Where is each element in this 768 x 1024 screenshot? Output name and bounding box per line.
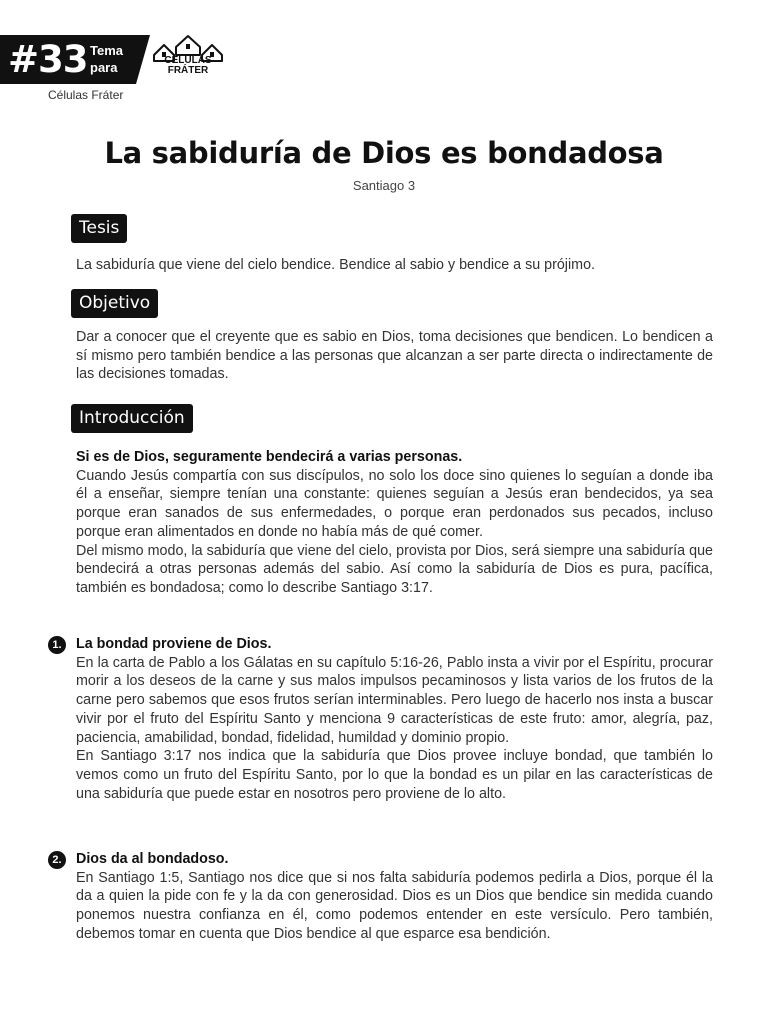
tesis-text: La sabiduría que viene del cielo bendice. Bendice al sabio y bendice a su prójimo. [76, 257, 595, 273]
point-number-2: 2. [48, 851, 66, 869]
point-1-heading: La bondad proviene de Dios. [76, 636, 272, 652]
objetivo-text: Dar a conocer que el creyente que es sabio en Dios, toma decisiones que bendicen. Lo bendicen a sí mismo pero también bendice a las personas que alcanzan a ser parte directa o indirectamente de las decisiones tomadas. [76, 329, 713, 383]
topic-number: #33 [8, 38, 88, 81]
tema-line-2: para [90, 60, 118, 75]
section-tag-introduccion: Introducción [71, 404, 193, 433]
point-1-paragraph-2: En Santiago 3:17 nos indica que la sabiduría que Dios provee incluye bondad, que también lo vemos como un fruto del Espíritu Santo, por lo que la bondad es un pilar en las características de una sabiduría que puede estar en nosotros pero proviene de lo alto. [76, 748, 713, 802]
logo-line-1: CÉLULAS [164, 55, 212, 66]
point-1-paragraph-1: En la carta de Pablo a los Gálatas en su capítulo 5:16-26, Pablo insta a vivir por el Espíritu, procurar morir a los deseos de la carne y sus malos impulsos pecaminosos y lista varios de los frutos de la carne pero sabemos que esos frutos serían interminables. Pero luego de hacerlo nos insta a buscar vivir por el fruto del Espíritu Santo y menciona 9 características de este fruto: amor, alegría, paz, paciencia, amabilidad, bondad, fidelidad, humildad y dominio propio. [76, 654, 713, 746]
logo-line-2: FRÁTER [167, 65, 209, 76]
topic-tema-label [90, 42, 123, 76]
point-2-paragraph-1: En Santiago 1:5, Santiago nos dice que si nos falta sabiduría podemos pedirla a Dios, porque él la da a quien la pide con fe y la da con generosidad. Dios es un Dios que bendice sin medida cuando ponemos nuestra confianza en él, como podemos entender en este versículo. Pero también, debemos tomar en cuenta que Dios bendice al que esparce esa bendición. [76, 869, 713, 942]
introduccion-paragraph-2: Del mismo modo, la sabiduría que viene del cielo, provista por Dios, será siempre una sabiduría que bendecirá a otras personas además del sabio. Así como la sabiduría de Dios es pura, pacífica, también es bondadosa; como lo describe Santiago 3:17. [76, 542, 713, 596]
cells-label: Células Fráter [48, 88, 124, 102]
point-1-body [76, 635, 713, 803]
tema-line-1: Tema [90, 43, 123, 58]
logo-wordmark [150, 56, 226, 76]
page-title: La sabiduría de Dios es bondadosa [104, 136, 664, 170]
section-tag-tesis: Tesis [71, 214, 127, 243]
point-2-body [76, 850, 713, 944]
point-number-1: 1. [48, 636, 66, 654]
point-2-heading: Dios da al bondadoso. [76, 851, 229, 867]
page-subtitle: Santiago 3 [352, 178, 416, 193]
introduccion-body [76, 448, 713, 598]
section-tag-objetivo: Objetivo [71, 289, 158, 318]
introduccion-paragraph-1: Cuando Jesús compartía con sus discípulos, no solo los doce sino quienes lo seguían a donde iba él a enseñar, siempre tenían una constante: quienes seguían a Jesús eran bendecidos, ya sea porque eran sanados de sus enfermedades, o porque eran perdonados sus pecados, incluso porque eran alimentados en donde no había más de qué comer. [76, 467, 713, 540]
introduccion-heading: Si es de Dios, seguramente bendecirá a varias personas. [76, 449, 463, 465]
